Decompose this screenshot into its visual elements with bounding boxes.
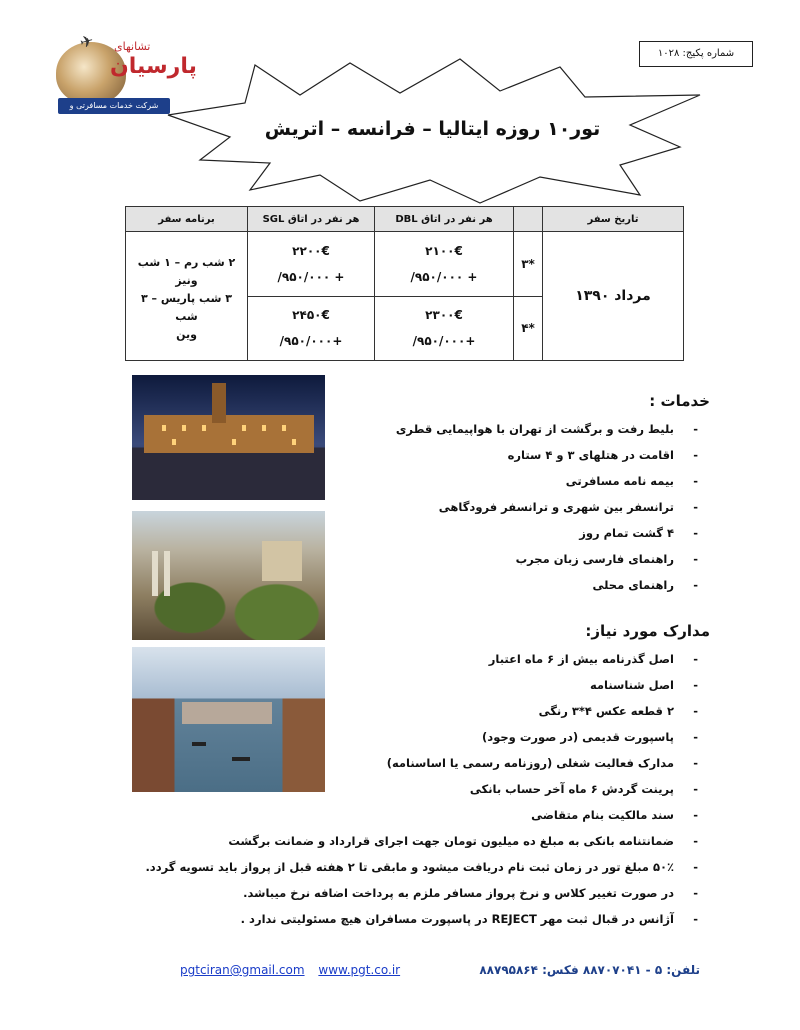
list-item: - در صورت تغییر کلاس و نرخ پرواز مسافر ملزم به پرداخت اضافه نرخ میباشد.	[243, 886, 698, 900]
dbl-rial: +۹۵۰/۰۰۰/	[412, 334, 476, 349]
sgl-price	[248, 232, 375, 297]
list-item: - اصل شناسنامه	[589, 678, 698, 692]
logo-brand-top: تشانهای	[114, 40, 151, 53]
program-line: وین	[176, 328, 197, 341]
sgl-eur: ۲۲۰۰€	[292, 243, 330, 258]
program-line: ۲ شب رم – ۱ شب ونیز	[137, 256, 236, 287]
header-dbl: هر نفر در اتاق DBL	[375, 207, 514, 232]
sgl-eur: ۲۴۵۰€	[292, 308, 330, 323]
services-section	[396, 392, 710, 598]
footer-links	[180, 963, 410, 977]
sgl-price	[248, 296, 375, 361]
photo-building	[144, 415, 314, 453]
dbl-price	[375, 296, 514, 361]
list-item: - راهنمای فارسی زبان مجرب	[515, 552, 698, 566]
list-item: - آژانس در قبال ثبت مهر REJECT در پاسپورت مسافران هیچ مسئولیتی ندارد .	[240, 912, 698, 926]
header-sgl: هر نفر در اتاق SGL	[248, 207, 375, 232]
documents-section	[145, 622, 710, 932]
list-item: - بلیط رفت و برگشت از تهران با هواپیمایی قطری	[395, 422, 698, 436]
travel-date: مرداد ۱۳۹۰	[543, 232, 684, 361]
services-title: خدمات :	[649, 392, 710, 410]
list-item: - پاسپورت قدیمی (در صورت وجود)	[482, 730, 698, 744]
hotel-star: *۴	[514, 296, 543, 361]
list-item: - پرینت گردش ۶ ماه آخر حساب بانکی	[469, 782, 698, 796]
photo-column	[164, 551, 170, 596]
company-logo	[50, 30, 197, 126]
logo-tagline: شرکت خدمات مسافرتی و جهانگردی	[58, 98, 170, 114]
list-item: - ضمانتنامه بانکی به مبلغ ده میلیون تومان جهت اجرای قرارداد و ضمانت برگشت	[228, 834, 698, 848]
logo-brand: پارسیان	[110, 54, 197, 79]
hotel-star: *۳	[514, 232, 543, 297]
program	[126, 232, 248, 361]
photo-temple	[262, 541, 302, 581]
package-number: شماره پکیج: ۱۰۲۸	[639, 41, 753, 67]
header-travel-date: تاریخ سفر	[543, 207, 684, 232]
services-list	[396, 416, 698, 598]
sgl-rial: + ۹۵۰/۰۰۰/	[277, 269, 345, 284]
header-program: برنامه سفر	[126, 207, 248, 232]
photo-tower	[212, 383, 226, 423]
dbl-price	[375, 232, 514, 297]
list-item: - راهنمای محلی	[592, 578, 698, 592]
airplane-icon: ✈	[77, 30, 96, 53]
list-item: - اقامت در هتلهای ۳ و ۴ ستاره	[507, 448, 698, 462]
email-link[interactable]: pgtciran@gmail.com	[180, 963, 305, 977]
photo-column	[152, 551, 158, 596]
header-star	[514, 207, 543, 232]
list-item: - سند مالکیت بنام متقاضی	[531, 808, 698, 822]
table-row	[126, 232, 684, 297]
tour-title: تور۱۰ روزه ایتالیا – فرانسه – اتریش	[264, 118, 601, 140]
list-item: - ۴ گشت تمام روز	[579, 526, 698, 540]
documents-list	[145, 646, 698, 932]
dbl-eur: ۲۳۰۰€	[425, 308, 463, 323]
dbl-rial: + ۹۵۰/۰۰۰/	[410, 269, 478, 284]
list-item: - اصل گذرنامه بیش از ۶ ماه اعتبار	[488, 652, 698, 666]
price-table	[125, 206, 684, 361]
sgl-rial: +۹۵۰/۰۰۰/	[279, 334, 343, 349]
documents-title: مدارک مورد نیاز:	[585, 622, 710, 640]
rome-forum-photo	[132, 511, 325, 640]
list-item: - ۲ قطعه عکس ۴*۳ رنگی	[538, 704, 698, 718]
list-item: - مدارک فعالیت شغلی (روزنامه رسمی یا اساسنامه)	[386, 756, 698, 770]
table-header-row	[126, 207, 684, 232]
list-item: - ۵۰٪ مبلغ تور در زمان ثبت نام دریافت میشود و مابقی تا ۲ هفته قبل از پرواز باید تسویه گردد.	[145, 860, 698, 874]
list-item: - بیمه نامه مسافرتی	[565, 474, 698, 488]
list-item: - ترانسفر بین شهری و ترانسفر فرودگاهی	[438, 500, 698, 514]
dbl-eur: ۲۱۰۰€	[425, 243, 463, 258]
paris-hotel-de-ville-photo	[132, 375, 325, 500]
program-line: ۳ شب پاریس – ۳ شب	[141, 292, 232, 323]
contact-phones: تلفن: ۵ - ۸۸۷۰۷۰۴۱ فکس: ۸۸۷۹۵۸۶۴	[479, 963, 700, 977]
website-link[interactable]: www.pgt.co.ir	[318, 963, 401, 977]
